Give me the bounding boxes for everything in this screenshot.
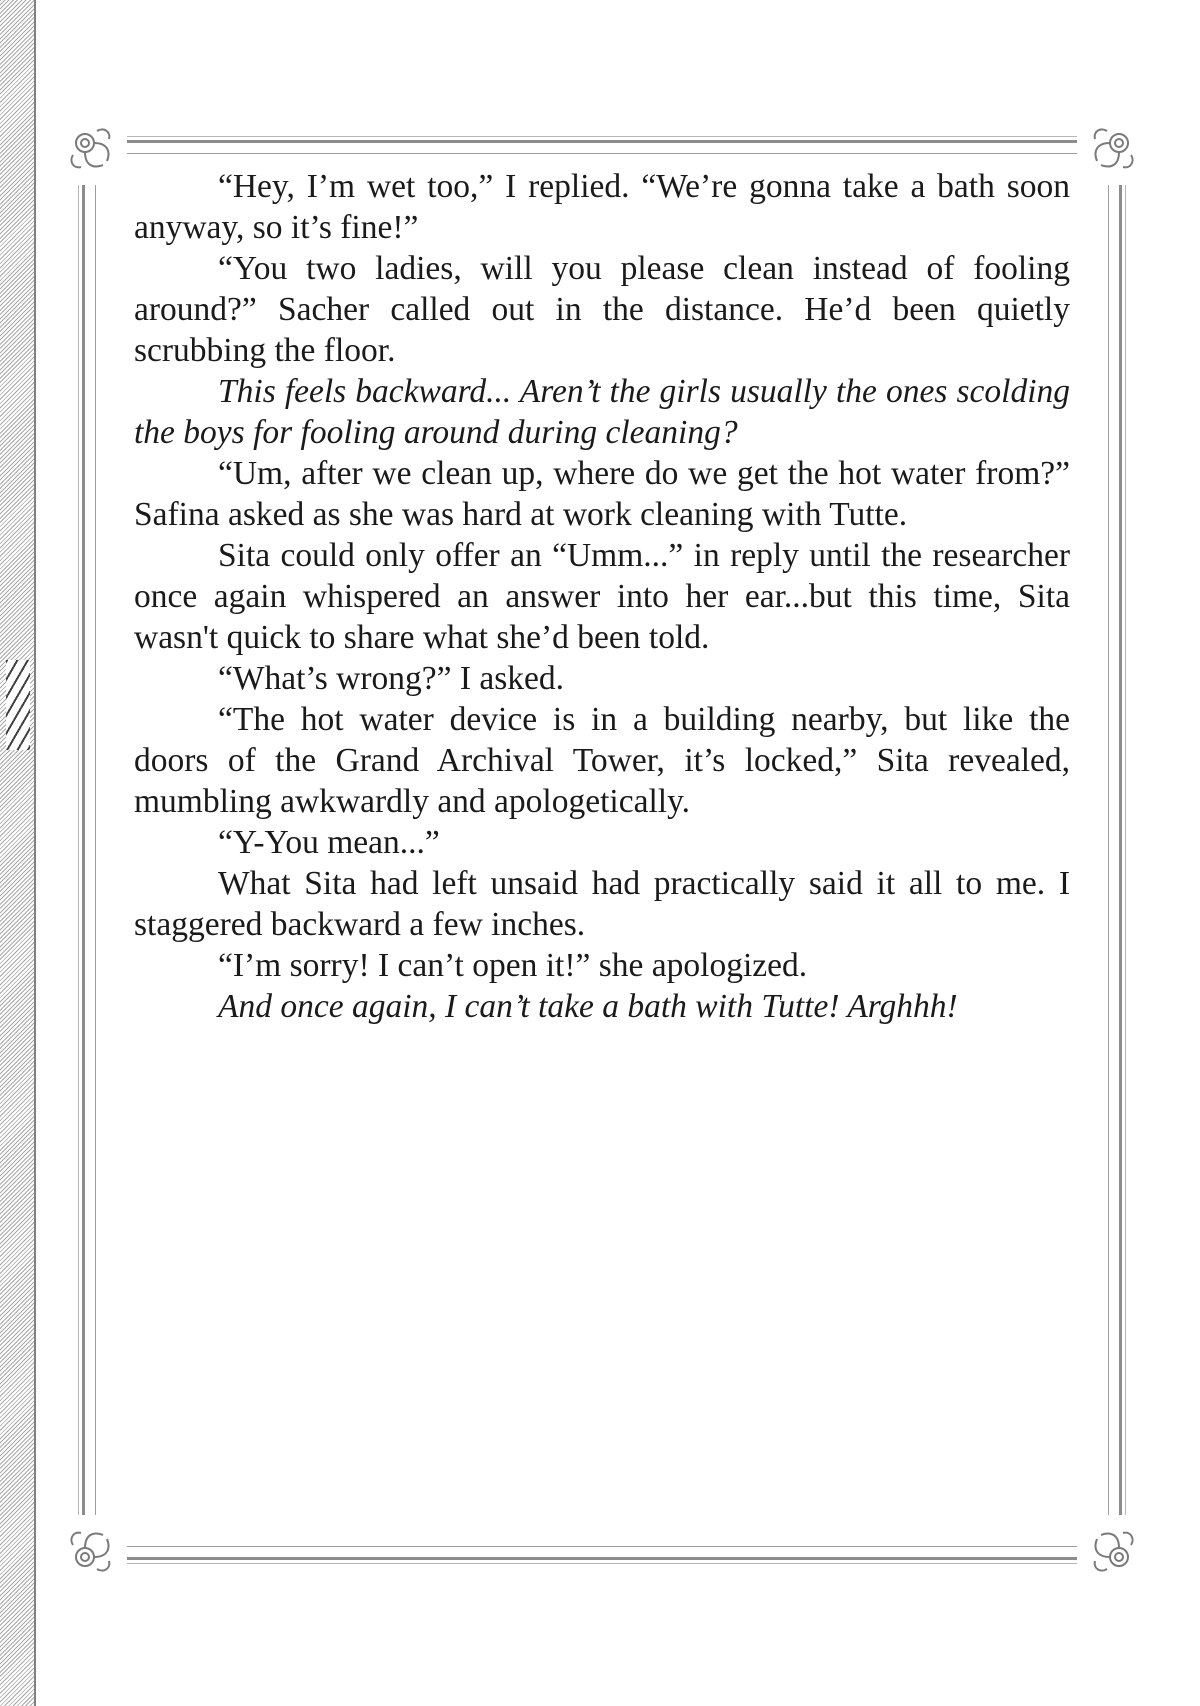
page-text-body — [134, 166, 1070, 1027]
page-edge-hatching — [0, 0, 36, 1706]
edge-mark — [6, 660, 30, 750]
paragraph: “The hot water device is in a building nearby, but like the doors of the Grand Archival Tower, it’s locked,” Sita revealed, mumbling awkwardly and apologetically. — [134, 701, 1070, 820]
paragraph: “What’s wrong?” I asked. — [218, 660, 565, 697]
paragraph: What Sita had left unsaid had practically said it all to me. I staggered backward a few inches. — [134, 865, 1070, 943]
paragraph: “Y-You mean...” — [218, 824, 440, 861]
paragraph-italic-thought: This feels backward... Aren’t the girls usually the ones scolding the boys for fooling around during cleaning? — [134, 373, 1070, 451]
paragraph: “I’m sorry! I can’t open it!” she apologized. — [218, 947, 808, 984]
paragraph: “Hey, I’m wet too,” I replied. “We’re gonna take a bath soon anyway, so it’s fine!” — [134, 168, 1070, 246]
paragraph: “You two ladies, will you please clean instead of fooling around?” Sacher called out in the distance. He’d been quietly scrubbing the floor. — [134, 250, 1070, 369]
corner-ornament-icon — [1077, 121, 1141, 185]
corner-ornament-icon — [63, 1515, 127, 1579]
paragraph: “Um, after we clean up, where do we get the hot water from?” Safina asked as she was hard at work cleaning with Tutte. — [134, 455, 1070, 533]
corner-ornament-icon — [1077, 1515, 1141, 1579]
paragraph-italic-thought: And once again, I can’t take a bath with Tutte! Arghhh! — [218, 988, 958, 1025]
paragraph: Sita could only offer an “Umm...” in reply until the researcher once again whispered an answer into her ear...but this time, Sita wasn't quick to share what she’d been told. — [134, 537, 1070, 656]
corner-ornament-icon — [63, 121, 127, 185]
